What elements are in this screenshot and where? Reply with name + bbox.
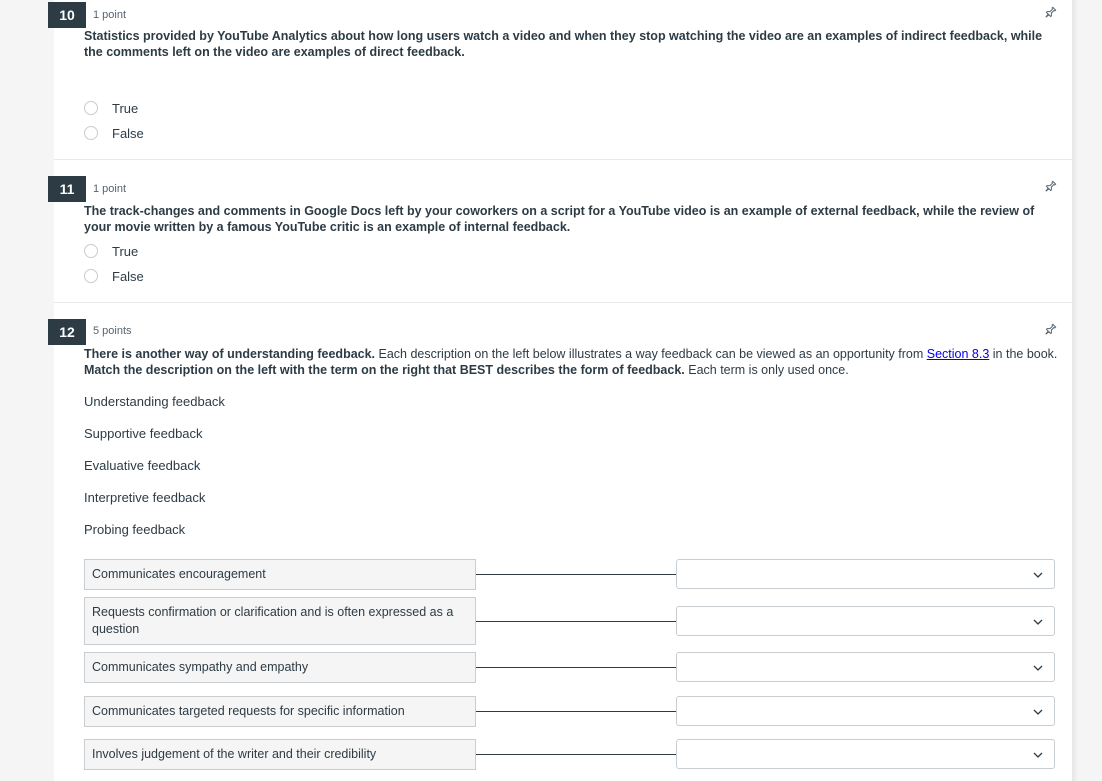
description-box: Requests confirmation or clarification and is often expressed as a question: [84, 597, 476, 645]
chevron-down-icon: [1032, 616, 1044, 628]
match-row: [84, 696, 1056, 727]
question-text-normal: Each description on the left below illustrates a way feedback can be viewed as an opportunity from: [375, 347, 927, 361]
radio-button[interactable]: [84, 101, 98, 115]
description-box: Communicates targeted requests for specific information: [84, 696, 476, 727]
chevron-down-icon: [1032, 749, 1044, 761]
question-11: [54, 160, 1072, 303]
pin-icon[interactable]: [1042, 322, 1058, 338]
option-label: True: [112, 100, 139, 116]
question-number: 11: [48, 176, 86, 202]
term-label: Understanding feedback: [84, 394, 225, 409]
term-select[interactable]: [676, 739, 1055, 769]
term-select[interactable]: [676, 696, 1055, 726]
option-true[interactable]: [84, 241, 138, 261]
term-label: Interpretive feedback: [84, 490, 206, 505]
term-label: Evaluative feedback: [84, 458, 201, 473]
question-text-normal: in the book.: [989, 347, 1058, 361]
question-points: 1 point: [93, 9, 127, 21]
question-text: The track-changes and comments in Google Docs left by your coworkers on a script for a YouTube video is an example of external feedback, while the review of your movie written by a famous YouTube critic is an example of internal feedback.: [84, 204, 1035, 234]
question-number: 10: [48, 2, 86, 28]
radio-button[interactable]: [84, 269, 98, 283]
chevron-down-icon: [1032, 706, 1044, 718]
question-number: 12: [48, 319, 86, 345]
term-select[interactable]: [676, 606, 1055, 636]
connector-line: [476, 574, 676, 575]
description-box: Involves judgement of the writer and their credibility: [84, 739, 476, 770]
description-box: Communicates sympathy and empathy: [84, 652, 476, 683]
term-select[interactable]: [676, 559, 1055, 589]
radio-button[interactable]: [84, 244, 98, 258]
option-label: False: [112, 268, 144, 284]
chevron-down-icon: [1032, 662, 1044, 674]
section-link[interactable]: Section 8.3: [926, 347, 990, 361]
connector-line: [476, 754, 676, 755]
question-points: 5 points: [93, 325, 132, 337]
option-label: False: [112, 125, 144, 141]
question-points: 1 point: [93, 183, 127, 195]
pin-icon[interactable]: [1042, 179, 1058, 195]
match-row: [84, 652, 1056, 683]
option-label: True: [112, 243, 139, 259]
question-text-normal: Each term is only used once.: [684, 363, 849, 377]
chevron-down-icon: [1032, 569, 1044, 581]
description-box: Communicates encouragement: [84, 559, 476, 590]
match-row: [84, 559, 1056, 590]
connector-line: [476, 711, 676, 712]
question-12: [54, 303, 1072, 781]
option-true[interactable]: [84, 98, 138, 118]
term-label: Supportive feedback: [84, 426, 203, 441]
match-row: [84, 739, 1056, 770]
question-text: Statistics provided by YouTube Analytics about how long users watch a video and when they stop watching the video are an examples of indirect feedback, while the comments left on the video are examples of direct feedback.: [84, 29, 1043, 59]
quiz-page: [54, 0, 1072, 781]
pin-icon[interactable]: [1042, 5, 1058, 21]
page-gutter: [1072, 0, 1102, 781]
term-select[interactable]: [676, 652, 1055, 682]
question-text: [84, 346, 1059, 378]
question-text-bold: There is another way of understanding feedback.: [84, 347, 376, 361]
radio-button[interactable]: [84, 126, 98, 140]
match-row: [84, 597, 1056, 646]
connector-line: [476, 667, 676, 668]
option-false[interactable]: [84, 123, 144, 143]
term-label: Probing feedback: [84, 522, 186, 537]
question-text-bold: Match the description on the left with the term on the right that BEST describes the form of feedback.: [84, 363, 685, 377]
question-10: [54, 0, 1072, 160]
option-false[interactable]: [84, 266, 144, 286]
connector-line: [476, 621, 676, 622]
